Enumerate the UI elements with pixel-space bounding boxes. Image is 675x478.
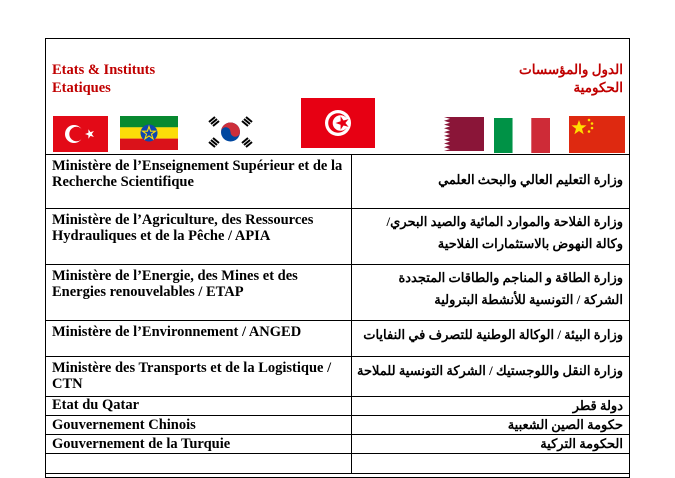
table-row xyxy=(46,155,630,209)
row-arabic-cell: الحكومة التركية xyxy=(352,435,630,454)
table-row xyxy=(46,397,630,416)
row-french-cell: Etat du Qatar xyxy=(46,397,352,416)
table-row xyxy=(46,416,630,435)
row-arabic-cell: حكومة الصين الشعبية xyxy=(352,416,630,435)
header-french-line2: Etatiques xyxy=(52,80,111,96)
row-arabic-cell: وزارة النقل واللوجستيك / الشركة التونسية للملاحة xyxy=(352,357,630,397)
header-french xyxy=(52,61,252,97)
row-french-cell: Ministère de l’Enseignement Supérieur et de la Recherche Scientifique xyxy=(46,155,352,209)
italy-flag xyxy=(494,118,550,153)
china-flag xyxy=(569,116,625,153)
row-french-cell: Gouvernement de la Turquie xyxy=(46,435,352,454)
table-row xyxy=(46,265,630,321)
table-row xyxy=(46,209,630,265)
row-arabic-cell: وزارة البيئة / الوكالة الوطنية للتصرف في النفايات xyxy=(352,321,630,357)
header-arabic-line2: الحكومية xyxy=(573,80,623,95)
row-arabic-cell: وزارة الطاقة و المناجم والطاقات المتجددة الشركة / التونسية للأنشطة البترولية xyxy=(352,265,630,321)
row-french-cell: Ministère de l’Environnement / ANGED xyxy=(46,321,352,357)
row-french-cell: Ministère de l’Agriculture, des Ressources Hydrauliques et de la Pêche / APIA xyxy=(46,209,352,265)
table-row xyxy=(46,435,630,454)
ethiopia-flag xyxy=(120,116,178,150)
table-row xyxy=(46,321,630,357)
row-arabic-cell: وزارة التعليم العالي والبحث العلمي xyxy=(352,155,630,209)
header-arabic-line1: الدول والمؤسسات xyxy=(519,62,623,77)
row-arabic-cell: دولة قطر xyxy=(352,397,630,416)
table-row-cut xyxy=(46,454,630,474)
header-french-line1: Etats & Instituts xyxy=(52,62,156,78)
row-french-cell: Gouvernement Chinois xyxy=(46,416,352,435)
qatar-flag xyxy=(428,117,484,151)
row-arabic-cell: وزارة الفلاحة والموارد المائية والصيد البحري/ وكالة النهوض بالاستثمارات الفلاحية xyxy=(352,209,630,265)
header-arabic xyxy=(423,61,623,97)
row-french-cell: Ministère de l’Energie, des Mines et des Energies renouvelables / ETAP xyxy=(46,265,352,321)
turkey-flag xyxy=(53,116,108,152)
south-korea-flag xyxy=(203,113,258,151)
tunisia-flag xyxy=(301,98,375,148)
row-french-cell: Ministère des Transports et de la Logistique / CTN xyxy=(46,357,352,397)
institutions-table xyxy=(45,154,630,474)
table-row xyxy=(46,357,630,397)
